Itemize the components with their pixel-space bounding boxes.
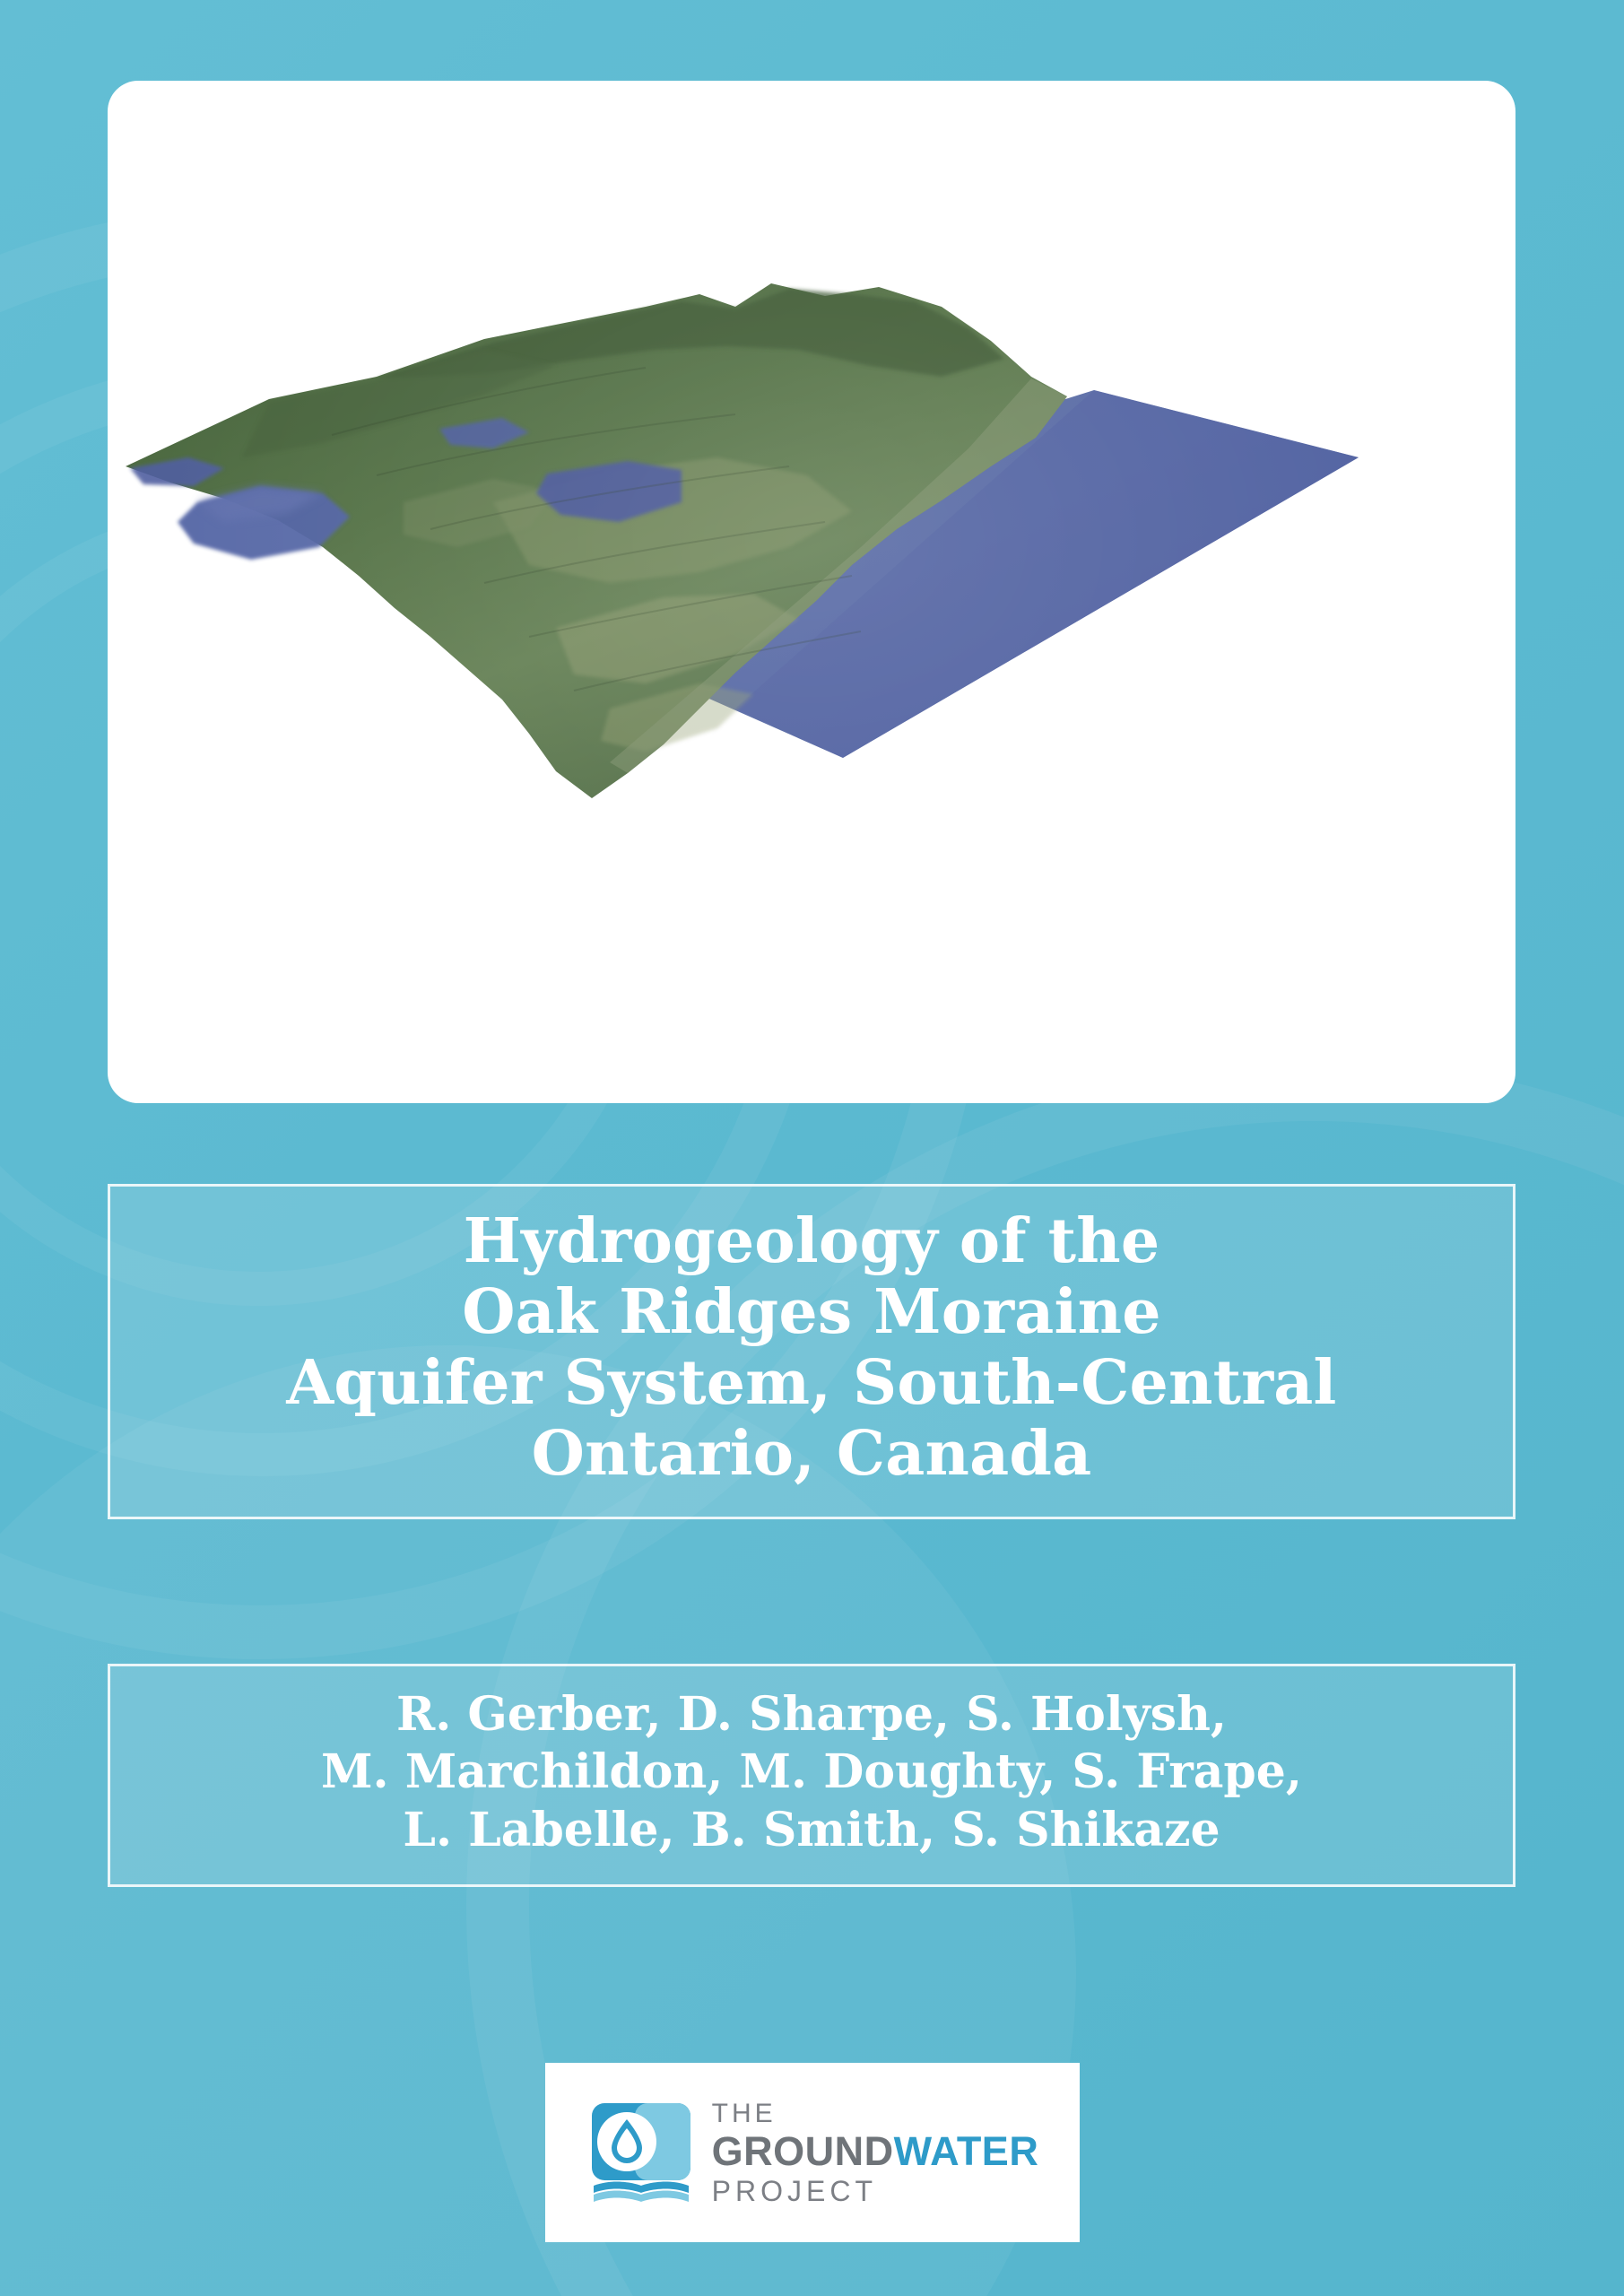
title-line-4: Ontario, Canada bbox=[531, 1417, 1092, 1490]
author-line-2: M. Marchildon, M. Doughty, S. Frape, bbox=[321, 1744, 1302, 1800]
cover-figure-card bbox=[108, 81, 1515, 1103]
logo-project-text: PROJECT bbox=[711, 2174, 878, 2207]
logo-water-text: WATER bbox=[893, 2127, 1039, 2174]
logo-the-text: THE bbox=[711, 2098, 777, 2128]
page-title bbox=[108, 1184, 1515, 1519]
title-line-2: Oak Ridges Moraine bbox=[462, 1275, 1161, 1348]
author-list bbox=[108, 1664, 1515, 1887]
groundwater-drop-icon bbox=[586, 2098, 696, 2207]
publisher-logo bbox=[545, 2063, 1080, 2242]
author-line-1: R. Gerber, D. Sharpe, S. Holysh, bbox=[396, 1687, 1227, 1742]
publisher-name bbox=[712, 2100, 1039, 2205]
title-line-3: Aquifer System, South-Central bbox=[286, 1346, 1337, 1419]
author-line-3: L. Labelle, B. Smith, S. Shikaze bbox=[403, 1802, 1220, 1857]
logo-groundwater-text bbox=[711, 2127, 1039, 2174]
terrain-block-diagram bbox=[108, 81, 1515, 1103]
title-line-1: Hydrogeology of the bbox=[463, 1205, 1160, 1277]
logo-ground-text: GROUND bbox=[711, 2127, 894, 2174]
